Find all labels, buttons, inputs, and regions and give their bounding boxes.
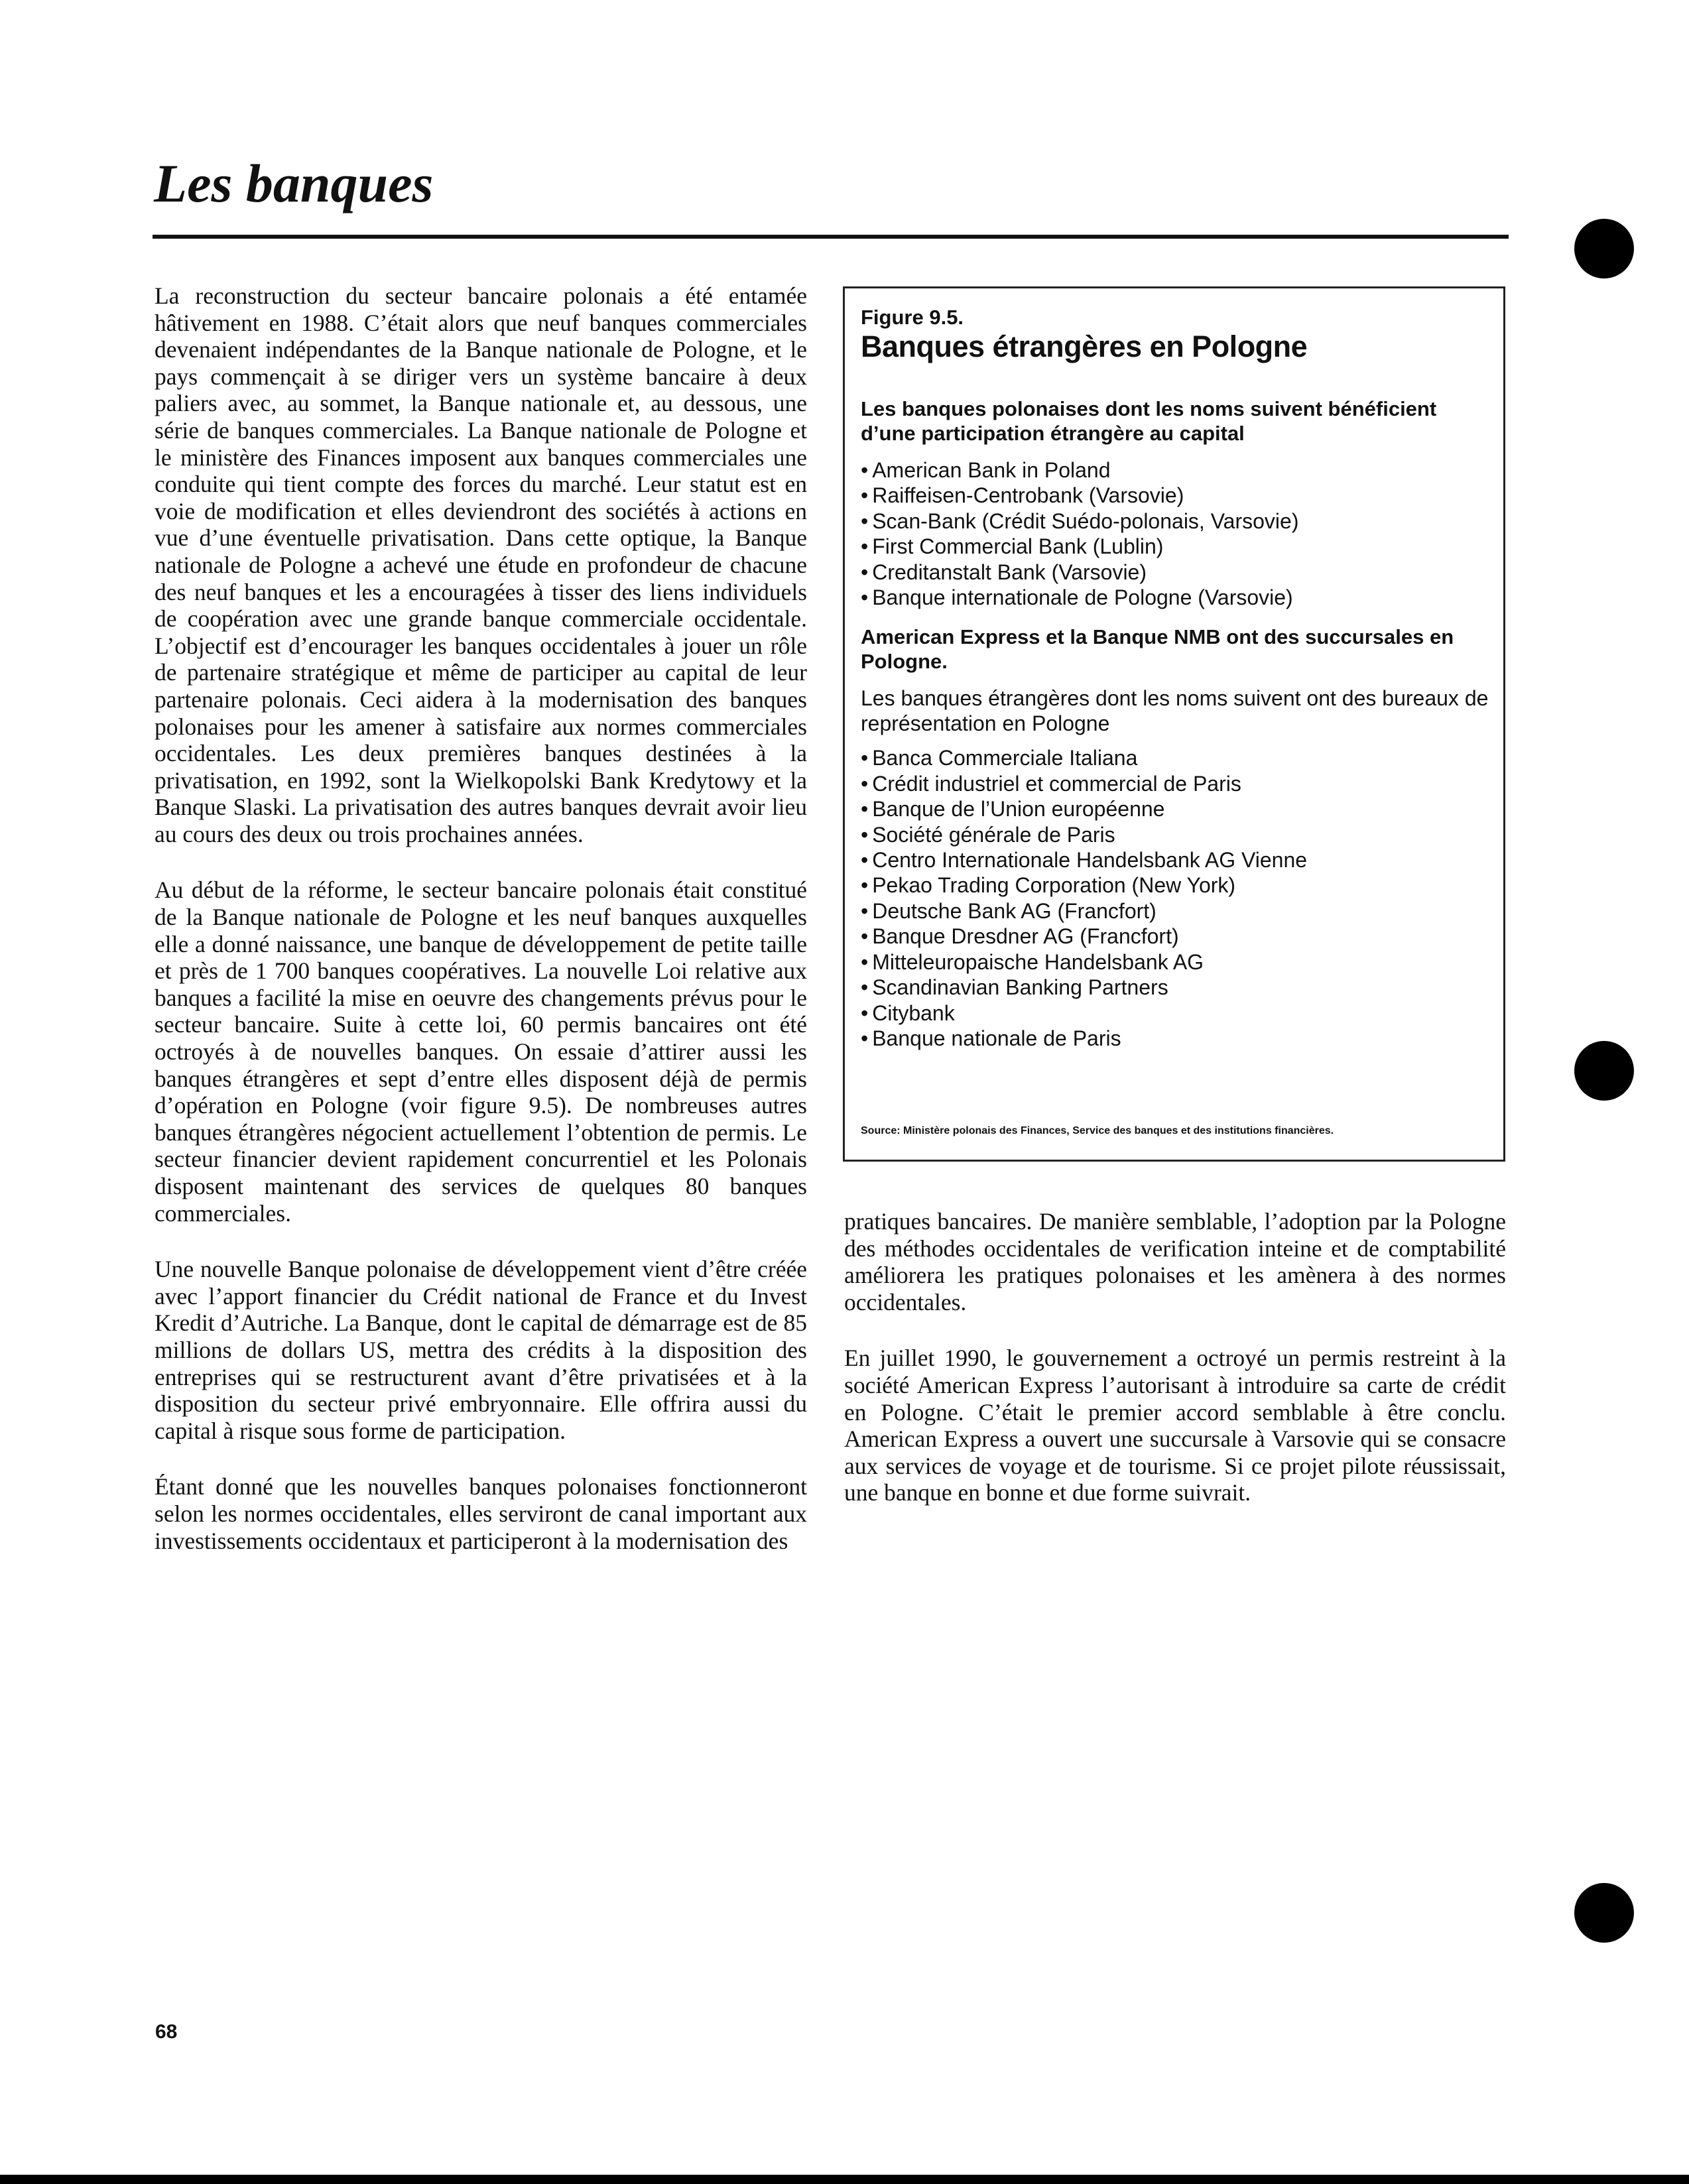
punch-hole-middle	[1574, 1041, 1634, 1101]
list-item: • American Bank in Poland	[861, 457, 1491, 483]
branches-heading: American Express et la Banque NMB ont des succursales en Pologne.	[861, 625, 1454, 674]
list-item: • Creditanstalt Bank (Varsovie)	[861, 560, 1491, 585]
list-item: • First Commercial Bank (Lublin)	[861, 534, 1491, 559]
participation-list	[861, 457, 1491, 610]
list-item: • Banque Dresdner AG (Francfort)	[861, 924, 1491, 949]
list-item: • Banca Commerciale Italiana	[861, 745, 1491, 770]
list-item: • Banque internationale de Pologne (Varsovie)	[861, 585, 1491, 610]
figure-label: Figure 9.5.	[861, 306, 964, 329]
page-number: 68	[155, 2021, 178, 2043]
list-item: • Deutsche Bank AG (Francfort)	[861, 898, 1491, 924]
paragraph: En juillet 1990, le gouvernement a octroyé un permis restreint à la société American Express l’autorisant à introduire sa carte de crédit en Pologne. C’était le premier accord semblable à être conclu. American Express a ouvert une succursale à Varsovie qui se consacre aux services de voyage et de tourisme. Si ce projet pilote réussissait, une banque en bonne et due forme suivrait.	[844, 1345, 1506, 1506]
list-item: • Crédit industriel et commercial de Paris	[861, 771, 1491, 796]
paragraph: La reconstruction du secteur bancaire polonais a été entamée hâtivement en 1988. C’était alors que neuf banques commerciales devenaient indépendantes de la Banque nationale de Pologne, et le pays commençait à se diriger vers un système bancaire à deux paliers avec, au sommet, la Banque nationale et, au dessous, une série de banques commerciales. La Banque nationale de Pologne et le ministère des Finances imposent aux banques commerciales une conduite qui tient compte des forces du marché. Leur statut est en voie de modification et elles deviendront des sociétés à actions en vue d’une éventuelle privatisation. Dans cette optique, la Banque nationale de Pologne a achevé une étude en profondeur de chacune des neuf banques et les a encouragées à tisser des liens individuels de coopération avec une grande banque commerciale occidentale. L’objectif est d’encourager les banques occidentales à jouer un rôle de partenaire stratégique et même de participer au capital de leur partenaire polonais. Ceci aidera à la modernisation des banques polonaises pour les amener à satisfaire aux normes commerciales occidentales. Les deux premières banques destinées à la privatisation, en 1992, sont la Wielkopolski Bank Kredytowy et la Banque Slaski. La privatisation des autres banques devrait avoir lieu au cours des deux ou trois prochaines années.	[155, 282, 807, 847]
paragraph: pratiques bancaires. De manière semblable, l’adoption par la Pologne des méthodes occidentales de verification inteine et de comptabilité améliorera les pratiques polonaises et les amènera à des normes occidentales.	[844, 1208, 1506, 1315]
list-item: • Raiffeisen-Centrobank (Varsovie)	[861, 483, 1491, 508]
list-item: • Pekao Trading Corporation (New York)	[861, 873, 1491, 898]
list-item: • Banque de l’Union européenne	[861, 796, 1491, 821]
right-column	[844, 1208, 1506, 1536]
punch-hole-top	[1574, 219, 1634, 278]
figure-source: Source: Ministère polonais des Finances, Service des banques et des institutions financières.	[861, 1125, 1334, 1136]
paragraph: Au début de la réforme, le secteur bancaire polonais était constitué de la Banque nationale de Pologne et les neuf banques auxquelles elle a donné naissance, une banque de développement de petite taille et près de 1 700 banques coopératives. La nouvelle Loi relative aux banques a facilité la mise en oeuvre des changements prévus pour le secteur bancaire. Suite à cette loi, 60 permis bancaires ont été octroyés à de nouvelles banques. On essaie d’attirer aussi les banques étrangères et sept d’entre elles disposent déjà de permis d’opération en Pologne (voir figure 9.5). De nombreuses autres banques étrangères négocient actuellement l’obtention de permis. Le secteur financier devient rapidement concurrentiel et les Polonais disposent maintenant des services de quelques 80 banques commerciales.	[155, 877, 807, 1227]
figure-body	[861, 396, 1491, 1065]
list-item: • Scandinavian Banking Partners	[861, 975, 1491, 1000]
punch-hole-bottom	[1574, 1883, 1634, 1943]
page-title: Les banques	[154, 153, 434, 213]
title-rule	[153, 235, 1509, 239]
list-item: • Centro Internationale Handelsbank AG Vienne	[861, 847, 1491, 873]
figure-box	[843, 286, 1505, 1162]
list-item: • Scan-Bank (Crédit Suédo-polonais, Varsovie)	[861, 509, 1491, 534]
list-item: • Mitteleuropaische Handelsbank AG	[861, 949, 1491, 975]
list-item: • Citybank	[861, 1001, 1491, 1026]
paragraph: Une nouvelle Banque polonaise de développement vient d’être créée avec l’apport financier du Crédit national de France et du Invest Kredit d’Autriche. La Banque, dont le capital de démarrage est de 85 millions de dollars US, mettra des crédits à la disposition des entreprises qui se restructurent avant d’être privatisées et à la disposition du secteur privé embryonnaire. Elle offrira aussi du capital à risque sous forme de participation.	[155, 1256, 807, 1444]
participation-heading: Les banques polonaises dont les noms suivent bénéficient d’une participation étrangère au capital	[861, 397, 1437, 445]
list-item: • Banque nationale de Paris	[861, 1026, 1491, 1051]
list-item: • Société générale de Paris	[861, 822, 1491, 847]
representation-list	[861, 745, 1491, 1051]
left-column	[155, 282, 807, 1583]
representation-intro: Les banques étrangères dont les noms suivent ont des bureaux de représentation en Pologne	[861, 686, 1489, 736]
figure-title: Banques étrangères en Pologne	[861, 330, 1308, 363]
paragraph: Étant donné que les nouvelles banques polonaises fonctionneront selon les normes occidentales, elles serviront de canal important aux investissements occidentaux et participeront à la modernisation des	[155, 1473, 807, 1554]
bottom-edge-bar	[0, 2175, 1689, 2184]
